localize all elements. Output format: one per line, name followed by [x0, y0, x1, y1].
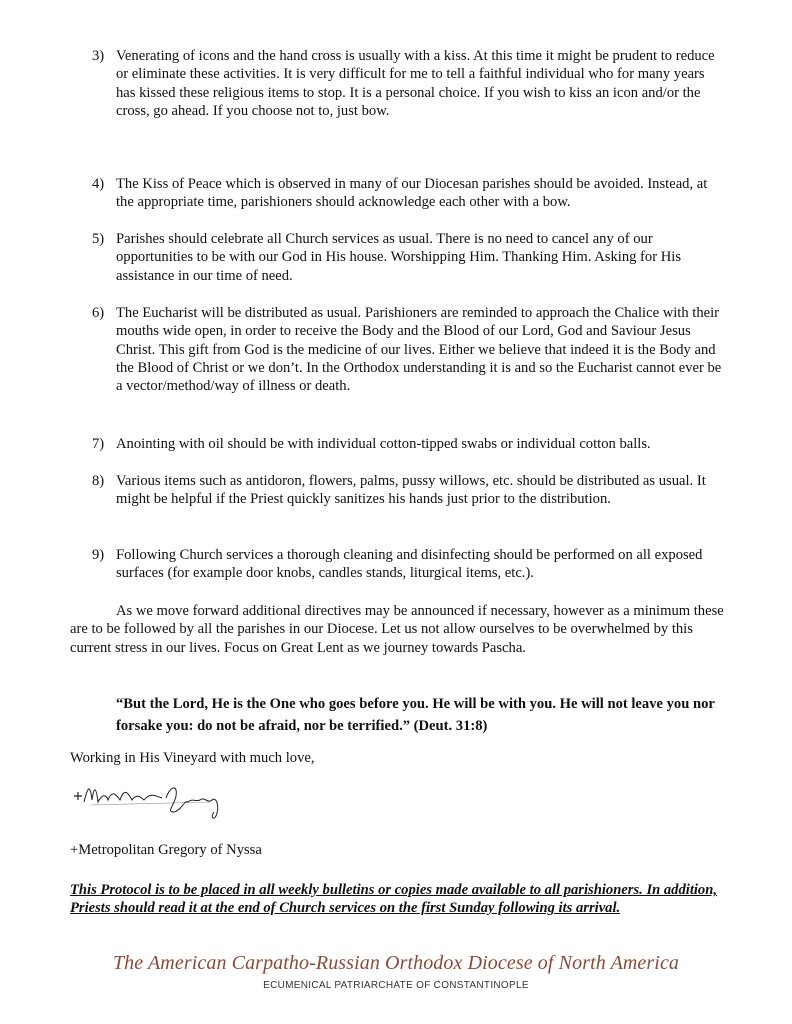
- scripture-quote: “But the Lord, He is the One who goes before you. He will be with you. He will not leave you nor forsake you: do not be afraid, nor be terrified.” (Deut. 31:8): [116, 696, 715, 734]
- list-item-7: [92, 435, 722, 453]
- list-text: Parishes should celebrate all Church services as usual. There is no need to cancel any of our opportunities to be with our God in His house. Worshipping Him. Thanking Him. Asking for His assistance in our time of need.: [116, 231, 681, 284]
- list-text: The Eucharist will be distributed as usual. Parishioners are reminded to approach the Chalice with their mouths wide open, in order to receive the Body and the Blood of our Lord, God and Saviour Jesus Christ. This gift from God is the medicine of our lives. Either we believe that indeed it is the Body and the Blood of Christ or we don’t. In the Orthodox understanding it is and so the Eucharist cannot ever be a vector/method/way of illness or death.: [116, 305, 722, 395]
- list-number: 7): [92, 436, 105, 452]
- list-number: 9): [92, 547, 105, 563]
- closing-line: Working in His Vineyard with much love,: [70, 750, 315, 766]
- list-item-3: [92, 47, 722, 120]
- diocese-letterhead-title: The American Carpatho-Russian Orthodox Diocese of North America: [112, 952, 680, 974]
- closing-paragraph: As we move forward additional directives may be announced if necessary, however as a minimum these are to be followed by all the parishes in our Diocese. Let us not allow ourselves to be overwhelmed by this current stress in our lives. Focus on Great Lent as we journey towards Pascha.: [70, 603, 724, 656]
- list-item-5: [92, 230, 722, 285]
- handwritten-signature: [70, 772, 230, 822]
- list-item-6: [92, 304, 722, 395]
- list-text: Anointing with oil should be with individual cotton-tipped swabs or individual cotton balls.: [116, 436, 651, 452]
- list-text: The Kiss of Peace which is observed in many of our Diocesan parishes should be avoided. Instead, at the appropriate time, parishioners should acknowledge each other with a bow.: [116, 176, 708, 211]
- list-item-4: [92, 175, 722, 212]
- diocese-letterhead-subtitle: ECUMENICAL PATRIARCHATE OF CONSTANTINOPLE: [263, 980, 529, 991]
- list-number: 6): [92, 305, 105, 321]
- list-text: Following Church services a thorough cleaning and disinfecting should be performed on all exposed surfaces (for example door knobs, candles stands, liturgical items, etc.).: [116, 547, 703, 582]
- list-text: Venerating of icons and the hand cross is usually with a kiss. At this time it might be prudent to reduce or eliminate these activities. It is very difficult for me to tell a faithful individual who for many years has kissed these religious items to stop. It is a personal choice. If you wish to kiss an icon and/or the cross, go ahead. If you choose not to, just bow.: [116, 48, 715, 119]
- list-number: 8): [92, 473, 105, 489]
- list-text: Various items such as antidoron, flowers, palms, pussy willows, etc. should be distributed as usual. It might be helpful if the Priest quickly sanitizes his hands just prior to the distribution.: [116, 473, 706, 508]
- list-item-8: [92, 472, 722, 509]
- protocol-notice: This Protocol is to be placed in all weekly bulletins or copies made available to all parishioners. In addition, Priests should read it at the end of Church services on the first Sunday following its arrival.: [70, 882, 717, 917]
- list-number: 3): [92, 48, 105, 64]
- list-number: 5): [92, 231, 105, 247]
- list-item-9: [92, 546, 722, 583]
- list-number: 4): [92, 176, 105, 192]
- signatory-name: +Metropolitan Gregory of Nyssa: [70, 842, 262, 858]
